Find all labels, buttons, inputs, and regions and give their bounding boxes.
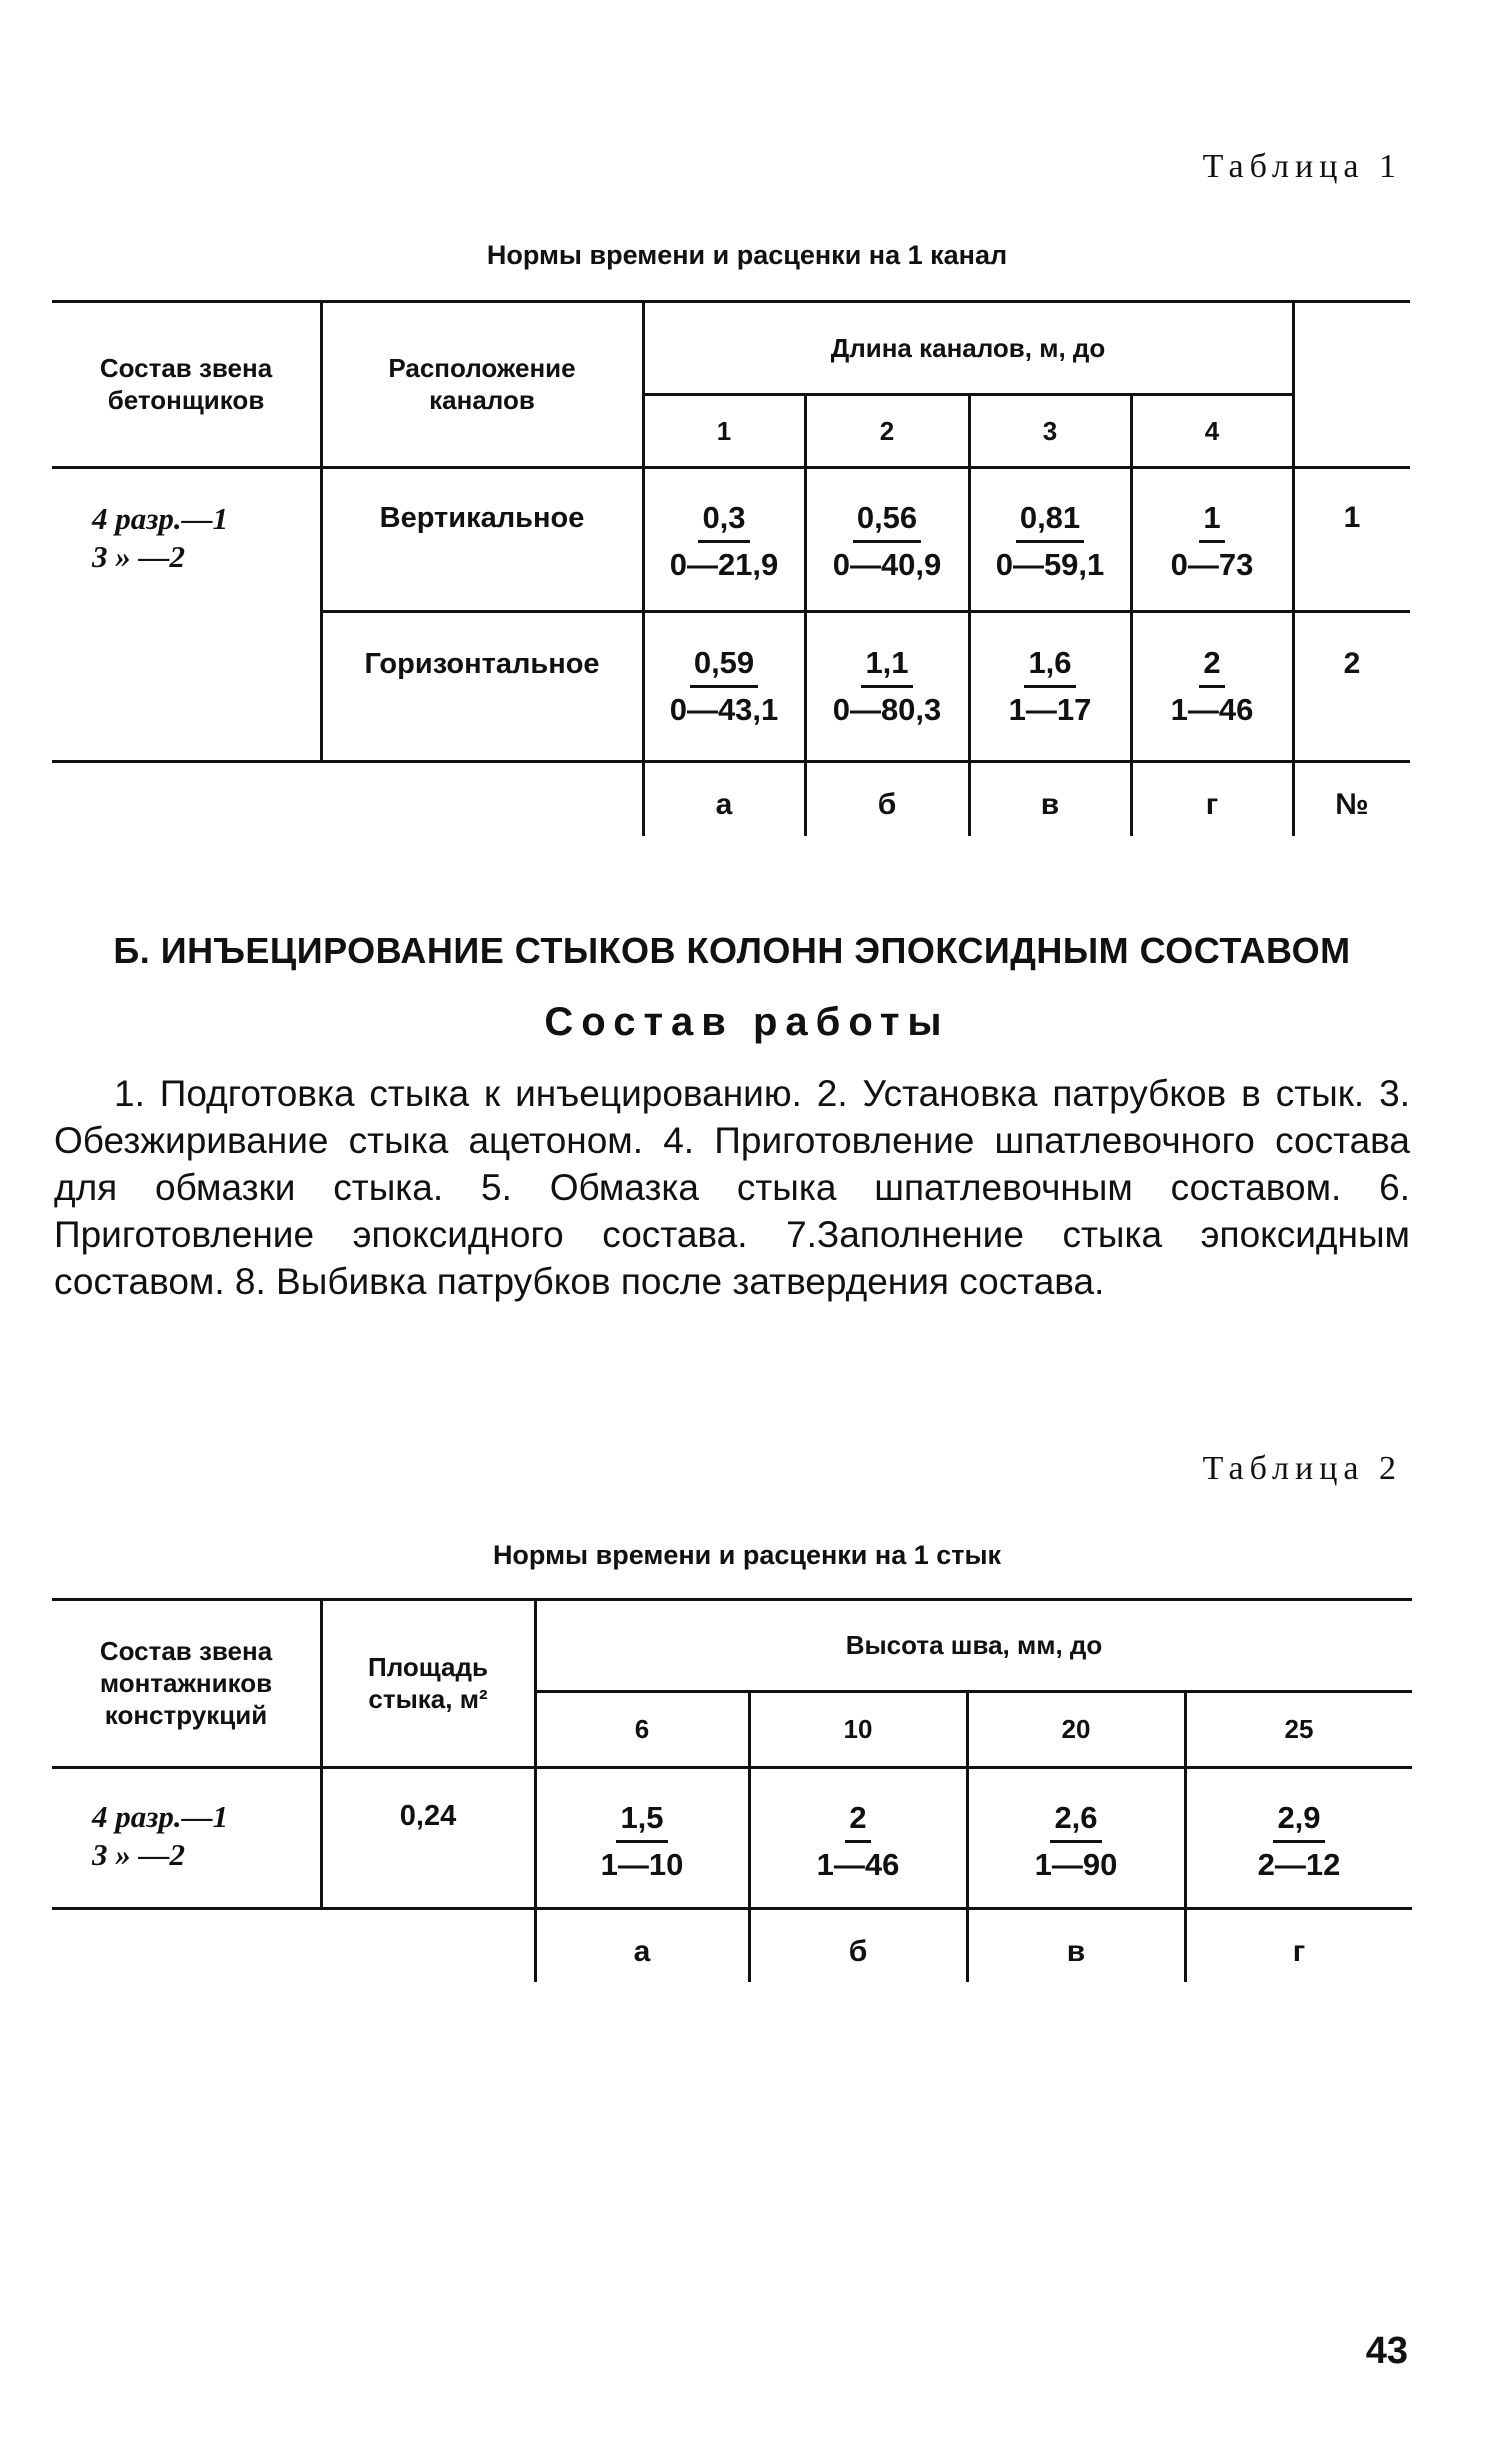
table1-row1-value-c: $\frac{0,81}{0—59,1}$ xyxy=(995,500,1105,582)
table1-row1-value-d: $\frac{1}{0—73}$ xyxy=(1170,500,1254,582)
table1-col-letter-b: б xyxy=(877,788,897,821)
table2-header-team: Состав звена монтажников конструкций xyxy=(99,1636,273,1730)
table1-length-col-4: 4 xyxy=(1204,415,1220,446)
table1-row1-value-a: $\frac{0,3}{0—21,9}$ xyxy=(669,500,779,582)
table1-row1-number: 1 xyxy=(1343,501,1361,534)
table1-header-team: Состав звена бетонщиков xyxy=(99,353,273,415)
table2-value-b: $\frac{2}{1—46}$ xyxy=(816,1800,900,1882)
table2-value-a: $\frac{1,5}{1—10}$ xyxy=(600,1800,684,1882)
table1-col-letter-a: а xyxy=(715,788,733,821)
table2-col-letter-c: в xyxy=(1066,1935,1086,1968)
table2-area: 0,24 xyxy=(399,1800,457,1832)
table2-height-col-2: 10 xyxy=(843,1714,873,1744)
table2-col-letter-d: г xyxy=(1292,1935,1306,1968)
table1-caption: Нормы времени и расценки на 1 канал xyxy=(486,240,1008,270)
table2-header-area: Площадь стыка, м² xyxy=(368,1652,488,1714)
table1-length-col-3: 3 xyxy=(1042,415,1058,446)
table1-row1-value-b: $\frac{0,56}{0—40,9}$ xyxy=(832,500,942,582)
table1-length-col-2: 2 xyxy=(879,415,895,446)
table2-col-letter-b: б xyxy=(848,1935,868,1968)
table1-row1-position: Вертикальное xyxy=(379,502,585,534)
table1-row2-position: Горизонтальное xyxy=(364,648,600,680)
table2-height-col-1: 6 xyxy=(634,1714,650,1744)
table1-col-letter-d: г xyxy=(1205,788,1219,821)
table2-height-col-4: 25 xyxy=(1284,1714,1314,1744)
table1-row2-number: 2 xyxy=(1343,647,1361,680)
table1-col-letter-c: в xyxy=(1040,788,1060,821)
table1-row2-value-d: $\frac{2}{1—46}$ xyxy=(1170,645,1254,727)
table2-label: Таблица 2 xyxy=(1202,1450,1402,1487)
table2-caption: Нормы времени и расценки на 1 стык xyxy=(492,1540,1002,1570)
work-composition-text: 1. Подготовка стыка к инъецированию. 2. Установка патрубков в стык. 3. Обезжиривание стыка ацетоном. 4. Приготовление шпатлевочного состава для обмазки стыка. 5. Обмазка стыка шпатлевочным составом. 6. Приготовление эпоксидного состава. 7.Заполнение стыка эпоксидным составом. 8. Выбивка патрубков после затвердения состава. xyxy=(54,1073,1410,1302)
table1-header-length: Длина каналов, м, до xyxy=(830,332,1106,363)
table1-label: Таблица 1 xyxy=(1202,148,1402,185)
table1-team: 4 разр.—1 3 » —2 xyxy=(92,501,229,574)
table1-row2-value-b: $\frac{1,1}{0—80,3}$ xyxy=(832,645,942,727)
table2-header-height: Высота шва, мм, до xyxy=(845,1630,1103,1660)
table1-length-col-1: 1 xyxy=(716,415,732,446)
work-composition-title: Состав работы xyxy=(544,1000,950,1044)
table2-col-letter-a: а xyxy=(633,1935,651,1968)
table2-value-c: $\frac{2,6}{1—90}$ xyxy=(1034,1800,1118,1882)
page-number: 43 xyxy=(1365,2330,1408,2372)
table1-header-position: Расположение каналов xyxy=(388,353,576,415)
table2-value-d: $\frac{2,9}{2—12}$ xyxy=(1257,1800,1341,1882)
table2-team: 4 разр.—1 3 » —2 xyxy=(92,1799,229,1872)
table1-row2-value-c: $\frac{1,6}{1—17}$ xyxy=(1008,645,1092,727)
section-title: Б. ИНЪЕЦИРОВАНИЕ СТЫКОВ КОЛОНН ЭПОКСИДНЫМ СОСТАВОМ xyxy=(113,930,1351,971)
table2-height-col-3: 20 xyxy=(1061,1714,1091,1744)
table1-no-label: № xyxy=(1335,788,1369,821)
table1-row2-value-a: $\frac{0,59}{0—43,1}$ xyxy=(669,645,779,727)
